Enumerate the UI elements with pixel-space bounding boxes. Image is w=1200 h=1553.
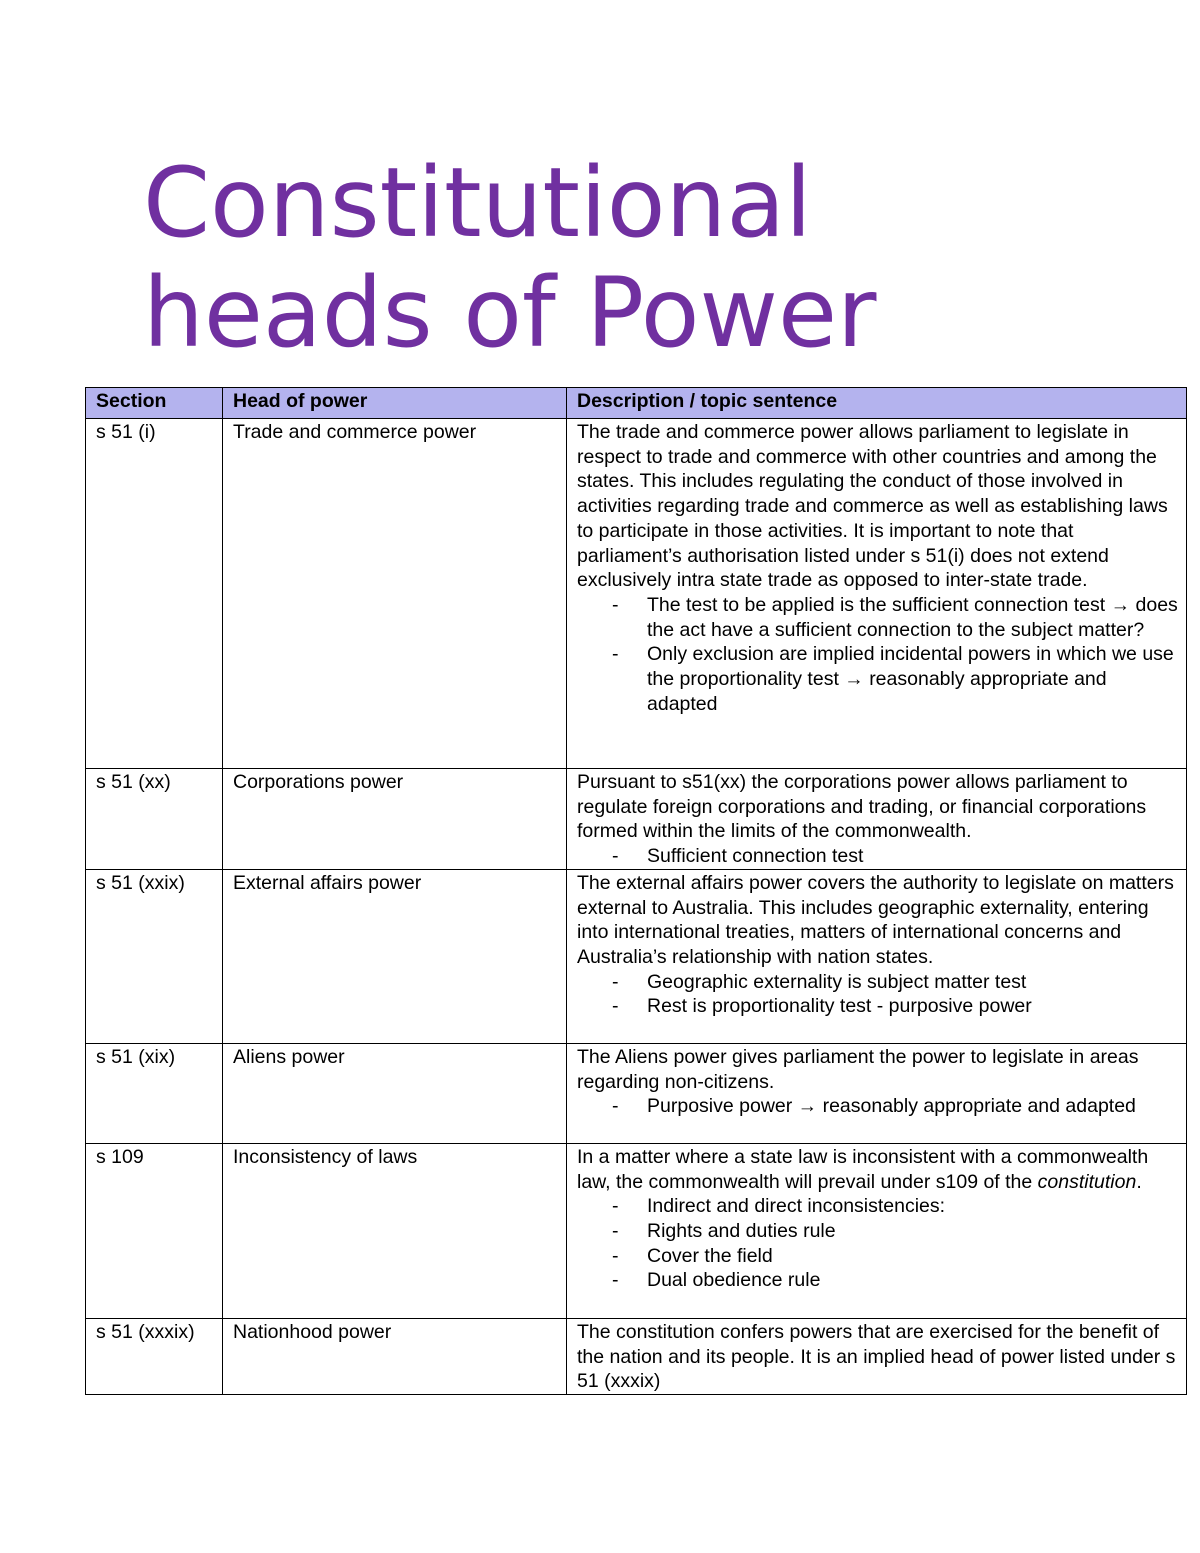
table-row: [86, 1143, 1187, 1318]
description-text: Pursuant to s51(xx) the corporations power allows parliament to regulate foreign corporations and trading, or financial corporations formed within the limits of the commonwealth.: [577, 771, 1147, 843]
table-row: [86, 1318, 1187, 1394]
bullet-item: - The test to be applied is the sufficient connection test → does the act have a sufficient connection to the subject matter?: [647, 593, 1178, 642]
description-text-italic: constitution: [1037, 1170, 1137, 1193]
head-of-power-cell: Corporations power: [223, 769, 567, 870]
bullet-list: [577, 844, 1178, 869]
section-cell: s 51 (xx): [86, 769, 223, 870]
title-line-2: heads of Power: [143, 257, 877, 369]
bullet-item: - Geographic externality is subject matter test: [647, 970, 1178, 995]
table-row: [86, 869, 1187, 1043]
bullet-list: [577, 970, 1178, 1019]
head-of-power-cell: Nationhood power: [223, 1318, 567, 1394]
description-text-start: In a matter where a state law is inconsistent with a commonwealth law, the commonwealth will prevail under s109 of the: [577, 1145, 1149, 1193]
description-text: The constitution confers powers that are exercised for the benefit of the nation and its people. It is an implied head of power listed under s 51 (xxxix): [577, 1320, 1176, 1393]
table-row: [86, 769, 1187, 870]
section-cell: s 51 (xxix): [86, 869, 223, 1043]
bullet-item: - Only exclusion are implied incidental powers in which we use the proportionality test → reasonably appropriate and adapted: [647, 642, 1178, 716]
table-row: [86, 1043, 1187, 1143]
header-head-of-power: Head of power: [223, 388, 567, 419]
title-line-1: Constitutional: [143, 147, 812, 259]
description-text-end: .: [1136, 1170, 1142, 1193]
bullet-item: - Rights and duties rule: [647, 1219, 1178, 1244]
heads-of-power-table: [85, 387, 1187, 1395]
bullet-item: - Rest is proportionality test - purposive power: [647, 994, 1178, 1019]
bullet-list: [577, 593, 1178, 717]
bullet-item: - Sufficient connection test: [647, 844, 1178, 869]
head-of-power-cell: Inconsistency of laws: [223, 1143, 567, 1318]
description-text: The Aliens power gives parliament the power to legislate in areas regarding non-citizens.: [577, 1045, 1139, 1093]
description-cell: [567, 419, 1187, 769]
page-title: [143, 148, 877, 368]
description-text: The external affairs power covers the authority to legislate on matters external to Australia. This includes geographic externality, entering into international treaties, matters of international concerns and Australia’s relationship with nation states.: [577, 871, 1174, 968]
section-cell: s 51 (xxxix): [86, 1318, 223, 1394]
section-cell: s 51 (i): [86, 419, 223, 769]
description-cell: [567, 869, 1187, 1043]
description-text: The trade and commerce power allows parliament to legislate in respect to trade and commerce with other countries and among the states. This includes regulating the conduct of those involved in activities regarding trade and commerce as well as establishing laws to participate in those activities. It is important to note that parliament’s authorisation listed under s 51(i) does not extend exclusively intra state trade as opposed to inter-state trade.: [577, 421, 1168, 592]
description-cell: [567, 769, 1187, 870]
description-cell: [567, 1143, 1187, 1318]
header-section: Section: [86, 388, 223, 419]
header-description: Description / topic sentence: [567, 388, 1187, 419]
head-of-power-cell: Aliens power: [223, 1043, 567, 1143]
head-of-power-cell: External affairs power: [223, 869, 567, 1043]
bullet-item: - Cover the field: [647, 1244, 1178, 1269]
table-row: [86, 419, 1187, 769]
description-text: [577, 1145, 1178, 1194]
bullet-item: - Dual obedience rule: [647, 1268, 1178, 1293]
description-cell: [567, 1043, 1187, 1143]
table-header-row: [86, 388, 1187, 419]
bullet-item: - Indirect and direct inconsistencies:: [647, 1194, 1178, 1219]
bullet-list: [577, 1094, 1178, 1119]
description-cell: [567, 1318, 1187, 1394]
bullet-item: - Purposive power → reasonably appropriate and adapted: [647, 1094, 1178, 1119]
bullet-list: [577, 1194, 1178, 1293]
section-cell: s 109: [86, 1143, 223, 1318]
section-cell: s 51 (xix): [86, 1043, 223, 1143]
head-of-power-cell: Trade and commerce power: [223, 419, 567, 769]
